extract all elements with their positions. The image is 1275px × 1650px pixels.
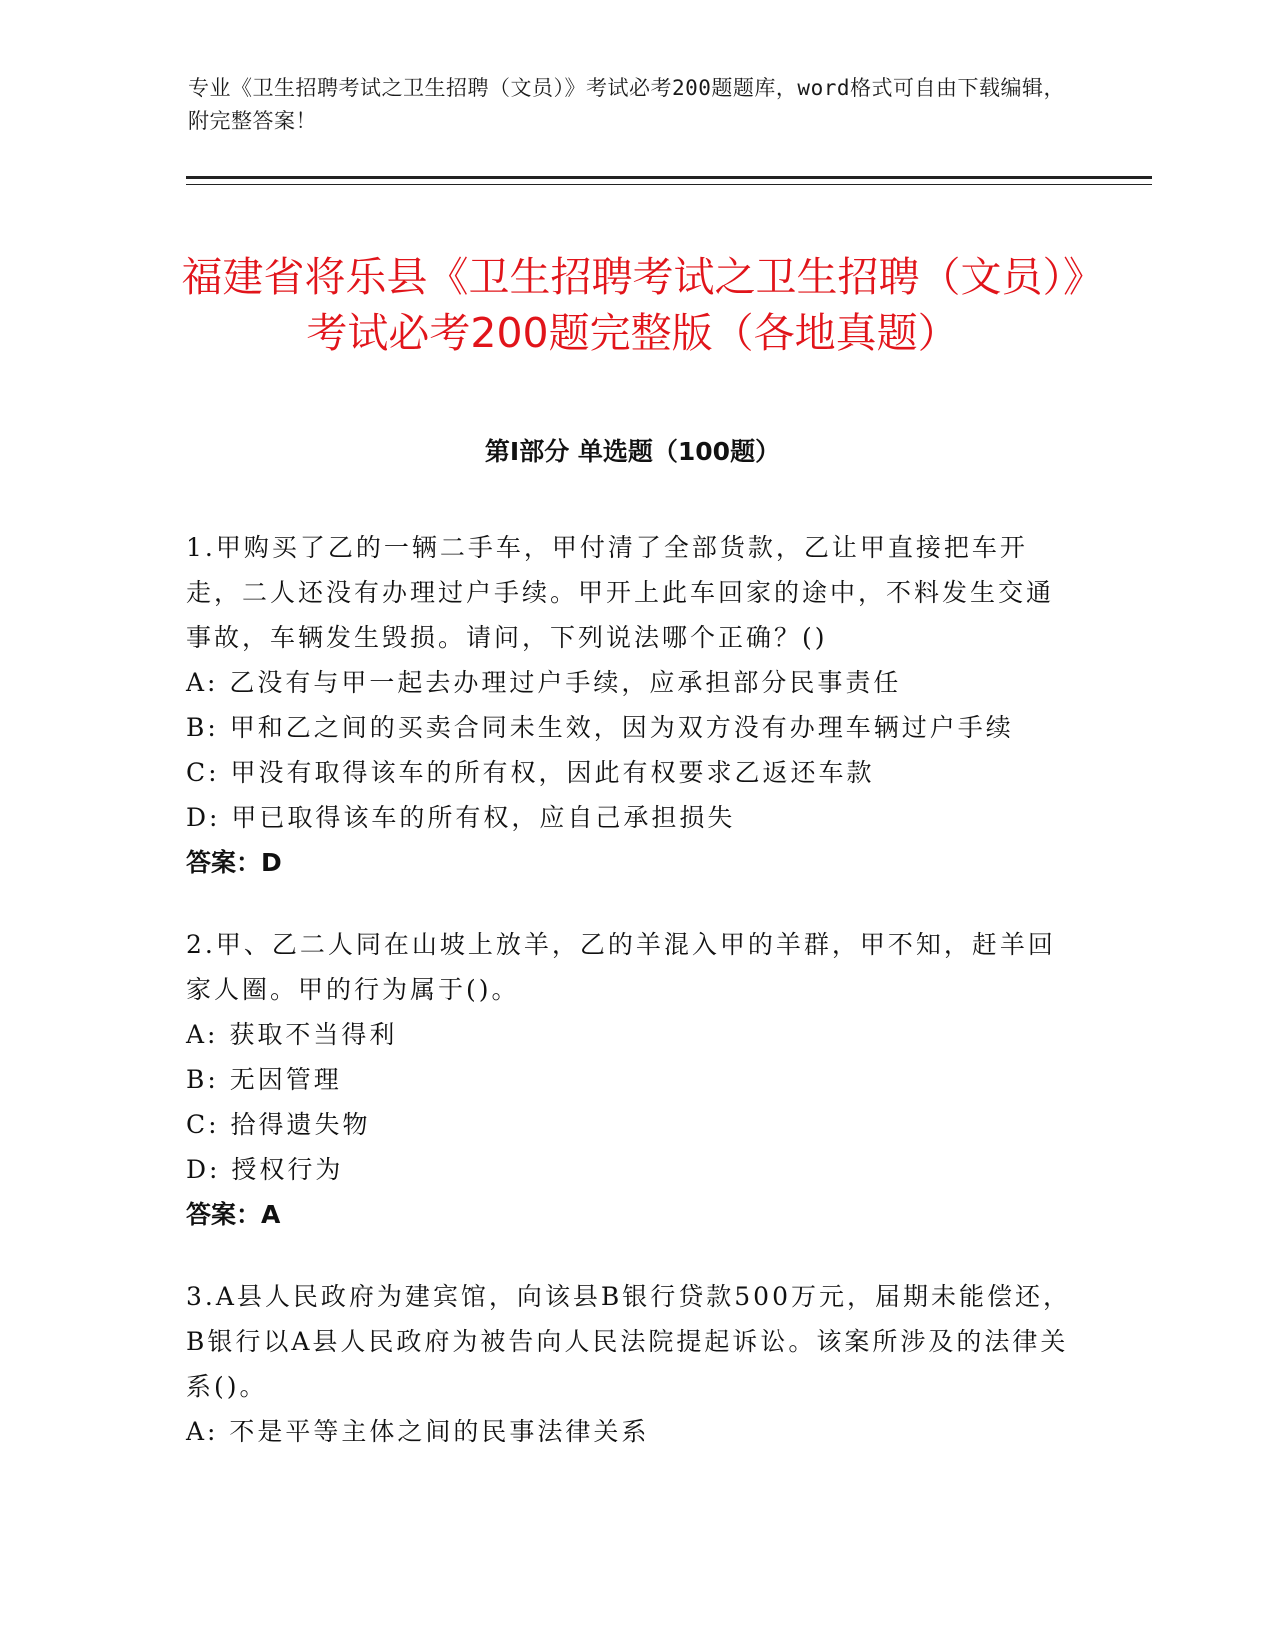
option-c: C: 拾得遗失物 (186, 1110, 371, 1139)
section-heading: 第I部分 单选题（100题） (484, 437, 781, 466)
option-a: A: 乙没有与甲一起去办理过户手续，应承担部分民事责任 (186, 668, 902, 697)
option-c: C: 甲没有取得该车的所有权，因此有权要求乙返还车款 (186, 758, 875, 787)
question-stem: 1.甲购买了乙的一辆二手车，甲付清了全部货款，乙让甲直接把车开走，二人还没有办理过户手续。甲开上此车回家的途中，不料发生交通事故，车辆发生毁损。请问，下列说法哪个正确？() (186, 533, 1055, 652)
header-divider-thick (186, 176, 1152, 179)
question-stem: 2.甲、乙二人同在山坡上放羊，乙的羊混入甲的羊群，甲不知，赶羊回家人圈。甲的行为属于()。 (186, 930, 1056, 1004)
document-title: 福建省将乐县《卫生招聘考试之卫生招聘（文员）》考试必考200题完整版（各地真题） (181, 253, 1084, 358)
option-b: B: 无因管理 (186, 1065, 342, 1094)
header-note: 专业《卫生招聘考试之卫生招聘（文员）》考试必考200题题库，word格式可自由下载编辑，附完整答案！ (188, 76, 1065, 133)
question-stem: 3.A县人民政府为建宾馆，向该县B银行贷款500万元，届期未能偿还，B银行以A县人民政府为被告向人民法院提起诉讼。该案所涉及的法律关系()。 (186, 1282, 1071, 1401)
question-2 (186, 922, 1076, 1238)
option-a: A: 不是平等主体之间的民事法律关系 (186, 1417, 650, 1446)
header-divider-thin (186, 184, 1152, 185)
question-3 (186, 1274, 1076, 1454)
answer-line: 答案：D (186, 848, 282, 877)
question-list (186, 525, 1076, 1490)
option-d: D: 甲已取得该车的所有权，应自己承担损失 (186, 803, 736, 832)
option-b: B: 甲和乙之间的买卖合同未生效，因为双方没有办理车辆过户手续 (186, 713, 1014, 742)
option-a: A: 获取不当得利 (186, 1020, 398, 1049)
option-d: D: 授权行为 (186, 1155, 344, 1184)
answer-line: 答案：A (186, 1200, 281, 1229)
question-1 (186, 525, 1076, 886)
